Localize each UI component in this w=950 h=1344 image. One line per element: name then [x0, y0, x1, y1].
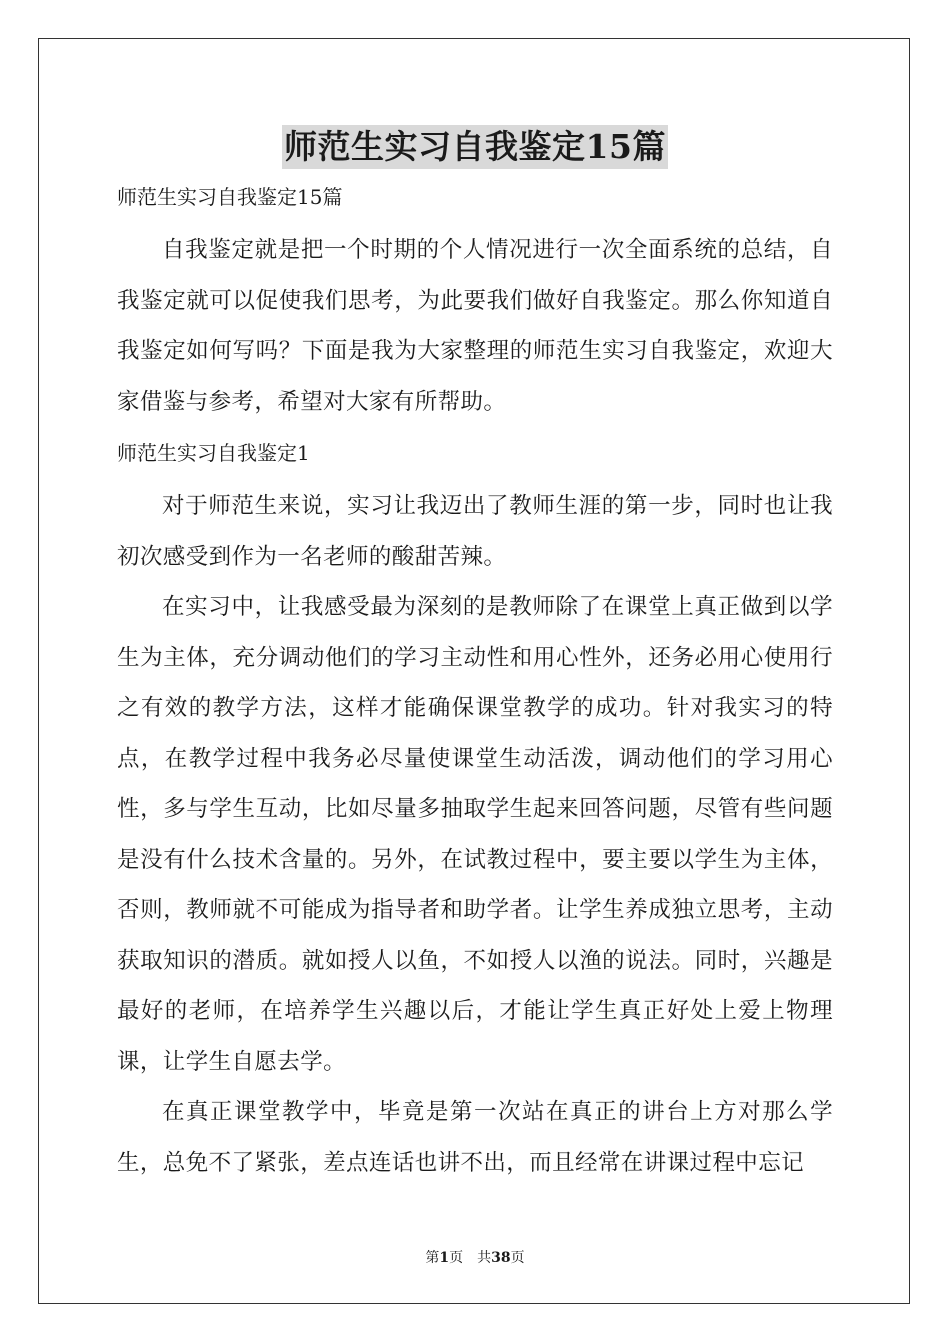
body-paragraph: 在实习中，让我感受最为深刻的是教师除了在课堂上真正做到以学生为主体，充分调动他们的学习主动性和用心性外，还务必用心使用行之有效的教学方法，这样才能确保课堂教学的成功。针对我实习的特点，在教学过程中我务必尽量使课堂生动活泼，调动他们的学习用心性，多与学生互动，比如尽量多抽取学生起来回答问题，尽管有些问题是没有什么技术含量的。另外，在试教过程中，要主要以学生为主体，否则，教师就不可能成为指导者和助学者。让学生养成独立思考，主动获取知识的潜质。就如授人以鱼，不如授人以渔的说法。同时，兴趣是最好的老师，在培养学生兴趣以后，才能让学生真正好处上爱上物理课，让学生自愿去学。	[117, 594, 833, 1075]
body-paragraph: 在真正课堂教学中，毕竟是第一次站在真正的讲台上方对那么学生，总免不了紧张，差点连话也讲不出，而且经常在讲课过程中忘记	[117, 1099, 833, 1176]
intro-paragraph: 自我鉴定就是把一个时期的个人情况进行一次全面系统的总结，自我鉴定就可以促使我们思考，为此要我们做好自我鉴定。那么你知道自我鉴定如何写吗？下面是我为大家整理的师范生实习自我鉴定，欢迎大家借鉴与参考，希望对大家有所帮助。	[117, 237, 833, 415]
document-subtitle: 师范生实习自我鉴定15篇	[117, 185, 343, 209]
footer-suffix: 页	[510, 1250, 525, 1266]
section-heading: 师范生实习自我鉴定1	[117, 441, 310, 465]
footer-current-page: 1	[439, 1250, 450, 1266]
footer-mid: 页 共	[449, 1250, 492, 1266]
footer-total-pages: 38	[491, 1250, 511, 1266]
document-body	[117, 125, 833, 1188]
body-paragraph: 对于师范生来说，实习让我迈出了教师生涯的第一步，同时也让我初次感受到作为一名老师的酸甜苦辣。	[117, 493, 833, 570]
title-wrap	[117, 125, 833, 173]
footer-prefix: 第	[425, 1250, 440, 1266]
document-title: 师范生实习自我鉴定15篇	[282, 125, 668, 169]
page-footer	[0, 1249, 950, 1267]
